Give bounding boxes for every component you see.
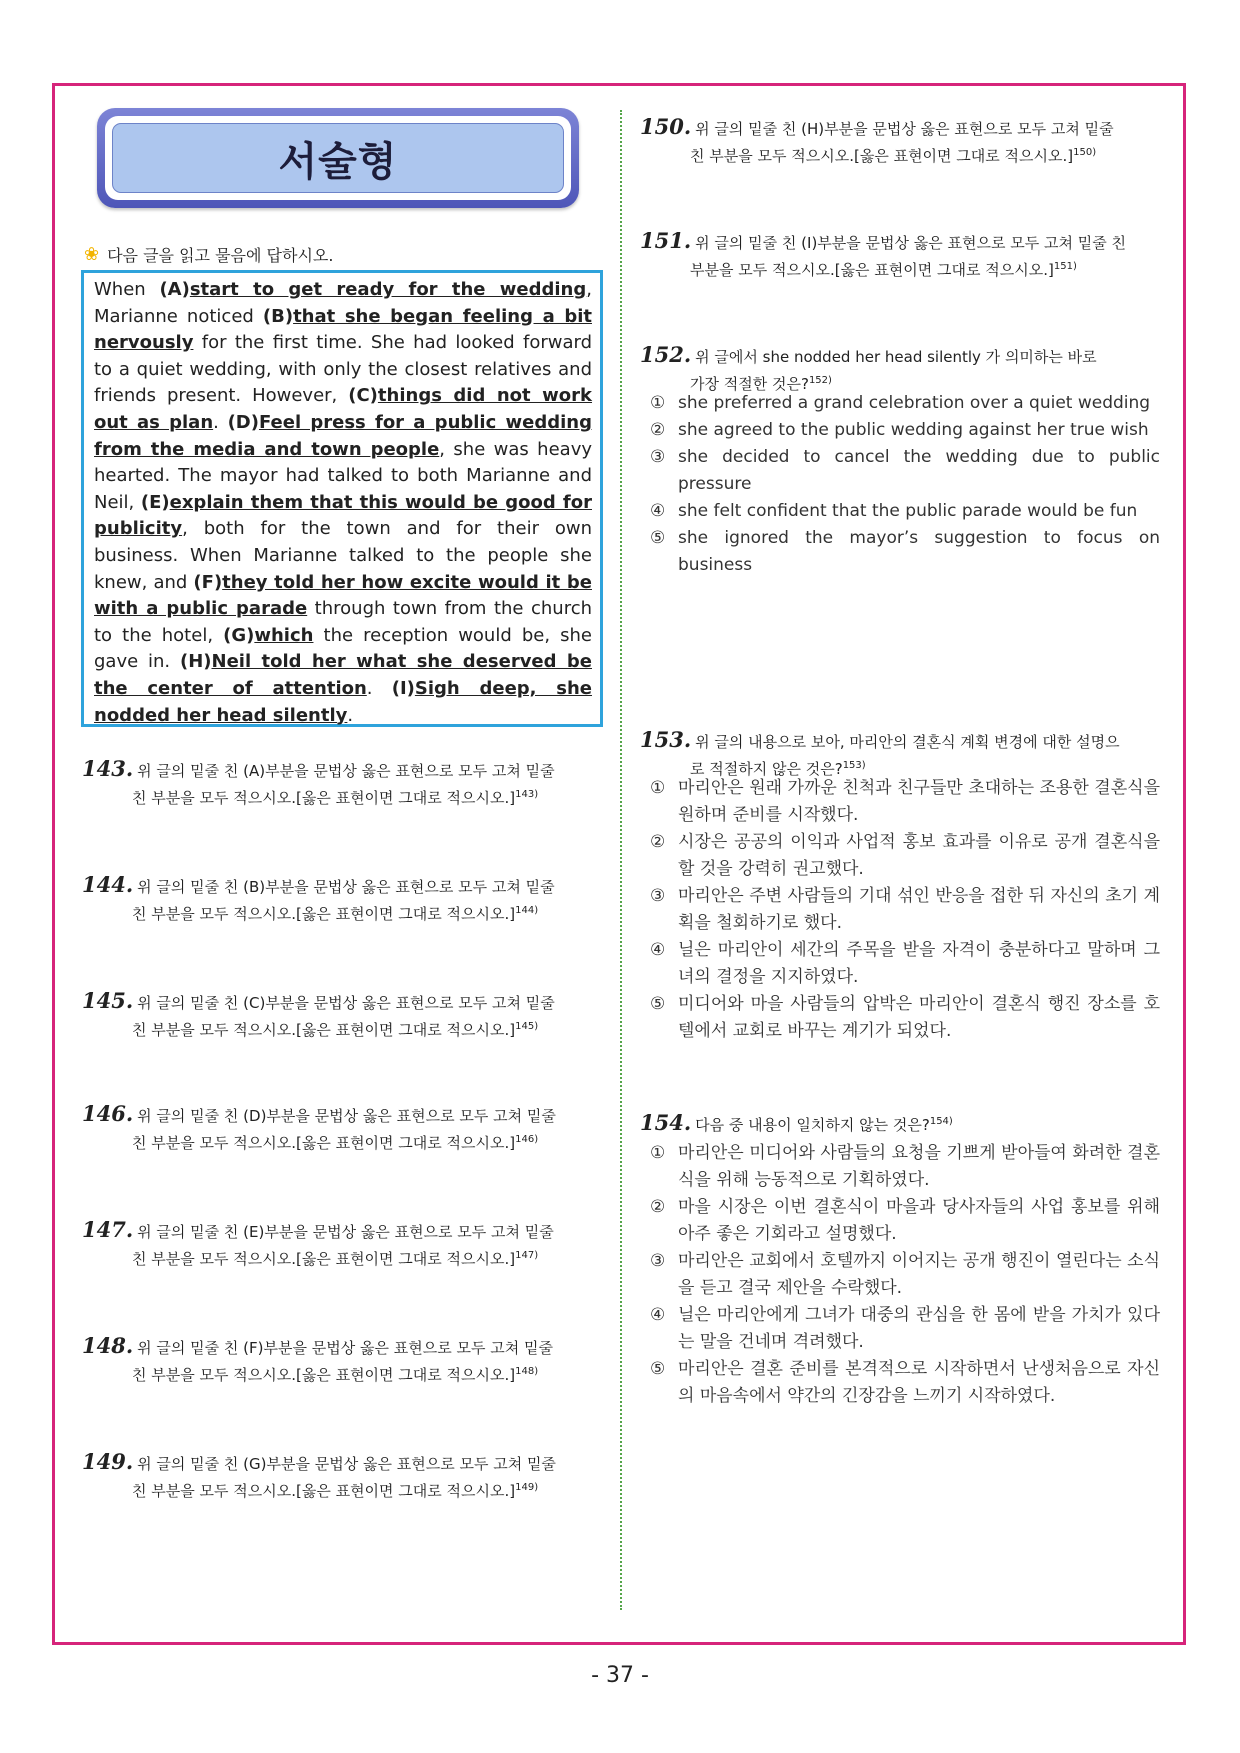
option-5[interactable]: ⑤ she ignored the mayor’s suggestion to focus on business (650, 528, 1160, 575)
passage-segment: (I) (391, 677, 415, 699)
passage-segment: Feel press for a public wedding from the media and town people (94, 411, 592, 460)
passage-segment: for the first time. She had looked forward to a quiet wedding, with only the closest relatives and friends present. However, (94, 332, 592, 407)
passage-segment: Sigh deep, she nodded her head silently (94, 677, 592, 726)
question-145: 145. 위 글의 밑줄 친 (C)부분을 문법상 옳은 표현으로 모두 고쳐 밑줄 친 부분을 모두 적으시오.[옳은 표현이면 그대로 적으시오.]$^{145)}$ (82, 988, 555, 1039)
passage-segment: . (347, 704, 354, 726)
passage-segment: (B) (262, 305, 294, 327)
question-148: 148. 위 글의 밑줄 친 (F)부분을 문법상 옳은 표현으로 모두 고쳐 밑줄 친 부분을 모두 적으시오.[옳은 표현이면 그대로 적으시오.]$^{148)}$ (82, 1333, 553, 1384)
option-2[interactable]: ② 마을 시장은 이번 결혼식이 마을과 당사자들의 사업 홍보를 위해 아주 좋은 기회라고 설명했다. (650, 1197, 1160, 1244)
question-154: 154. 다음 중 내용이 일치하지 않는 것은?$^{154)}$ (640, 1110, 953, 1135)
option-4[interactable]: ④ she felt confident that the public parade would be fun (650, 501, 1138, 521)
passage-segment: (D) (227, 411, 259, 433)
passage-segment: , both for the town and for their own business. When Marianne talked to the people she knew, and (94, 518, 592, 593)
passage-segment: Neil told her what she deserved be the center of attention (94, 651, 592, 699)
passage-segment: (H) (179, 651, 212, 673)
question-152-options (650, 390, 1160, 579)
column-divider (620, 110, 622, 1610)
question-146: 146. 위 글의 밑줄 친 (D)부분을 문법상 옳은 표현으로 모두 고쳐 밑줄 친 부분을 모두 적으시오.[옳은 표현이면 그대로 적으시오.]$^{146)}$ (82, 1101, 556, 1152)
passage-segment: . (213, 411, 228, 433)
question-143: 143. 위 글의 밑줄 친 (A)부분을 문법상 옳은 표현으로 모두 고쳐 밑줄 친 부분을 모두 적으시오.[옳은 표현이면 그대로 적으시오.]$^{143)}$ (82, 756, 555, 807)
question-153-options (650, 775, 1160, 1045)
passage-segment: things did not work out as plan (94, 385, 593, 433)
passage-segment: (G) (223, 624, 255, 646)
section-badge (97, 108, 579, 208)
option-5[interactable]: ⑤ 미디어와 마을 사람들의 압박은 마리안이 결혼식 행진 장소를 호텔에서 교회로 바꾸는 계기가 되었다. (650, 994, 1160, 1041)
question-147: 147. 위 글의 밑줄 친 (E)부분을 문법상 옳은 표현으로 모두 고쳐 밑줄 친 부분을 모두 적으시오.[옳은 표현이면 그대로 적으시오.]$^{147)}$ (82, 1217, 554, 1268)
passage-segment: (E) (140, 491, 170, 513)
option-1[interactable]: ① 마리안은 미디어와 사람들의 요청을 기쁘게 받아들여 화려한 결혼식을 위해 능동적으로 기획하였다. (650, 1143, 1160, 1190)
option-1[interactable]: ① she preferred a grand celebration over a quiet wedding (650, 393, 1151, 413)
question-144: 144. 위 글의 밑줄 친 (B)부분을 문법상 옳은 표현으로 모두 고쳐 밑줄 친 부분을 모두 적으시오.[옳은 표현이면 그대로 적으시오.]$^{144)}$ (82, 872, 555, 923)
page-number: - 37 - (591, 1663, 649, 1688)
passage-segment: (F) (193, 571, 223, 593)
option-2[interactable]: ② 시장은 공공의 이익과 사업적 홍보 효과를 이유로 공개 결혼식을 할 것을 강력히 권고했다. (650, 832, 1160, 879)
flower-icon: ❀ (84, 244, 100, 265)
question-152: 152. 위 글에서 she nodded her head silently 가 의미하는 바로 가장 적절한 것은?$^{152)}$ (640, 342, 1097, 393)
section-heading: 서술형 (278, 138, 398, 185)
option-4[interactable]: ④ 닐은 마리안이 세간의 주목을 받을 자격이 충분하다고 말하며 그녀의 결정을 지지하였다. (650, 940, 1160, 987)
question-151: 151. 위 글의 밑줄 친 (I)부분을 문법상 옳은 표현으로 모두 고쳐 밑줄 친 부분을 모두 적으시오.[옳은 표현이면 그대로 적으시오.]$^{151)}$ (640, 228, 1126, 279)
option-3[interactable]: ③ 마리안은 주변 사람들의 기대 섞인 반응을 접한 뒤 자신의 초기 계획을 철회하기로 했다. (650, 886, 1160, 933)
passage-segment: , she was heavy hearted. The mayor had talked to both Marianne and Neil, (94, 438, 593, 513)
passage-segment: start to get ready for the wedding (189, 279, 587, 300)
instruction-text: 다음 글을 읽고 물음에 답하시오. (107, 246, 334, 265)
question-154-options (650, 1140, 1160, 1410)
option-4[interactable]: ④ 닐은 마리안에게 그녀가 대중의 관심을 한 몸에 받을 가치가 있다는 말을 건네며 격려했다. (650, 1305, 1160, 1352)
passage-segment: the reception would be, she gave in. (94, 624, 592, 673)
option-3[interactable]: ③ 마리안은 교회에서 호텔까지 이어지는 공개 행진이 열린다는 소식을 듣고 결국 제안을 수락했다. (650, 1251, 1160, 1298)
passage-segment: . (366, 677, 392, 699)
passage-segment: that she began feeling a bit nervously (94, 305, 592, 354)
passage-segment: explain them that this would be good for publicity (94, 491, 592, 540)
reading-passage (81, 270, 603, 727)
option-5[interactable]: ⑤ 마리안은 결혼 준비를 본격적으로 시작하면서 난생처음으로 자신의 마음속에서 약간의 긴장감을 느끼기 시작하였다. (650, 1359, 1160, 1406)
question-149: 149. 위 글의 밑줄 친 (G)부분을 문법상 옳은 표현으로 모두 고쳐 밑줄 친 부분을 모두 적으시오.[옳은 표현이면 그대로 적으시오.]$^{149)}$ (82, 1449, 556, 1500)
passage-segment: (C) (348, 385, 378, 407)
passage-segment: When (94, 279, 160, 300)
option-1[interactable]: ① 마리안은 원래 가까운 친척과 친구들만 초대하는 조용한 결혼식을 원하며 준비를 시작했다. (650, 778, 1160, 825)
question-153: 153. 위 글의 내용으로 보아, 마리안의 결혼식 계획 변경에 대한 설명으 로 적절하지 않은 것은?$^{153)}$ (640, 727, 1120, 778)
option-3[interactable]: ③ she decided to cancel the wedding due to public pressure (650, 447, 1160, 494)
option-2[interactable]: ② she agreed to the public wedding against her true wish (650, 420, 1149, 440)
passage-segment: they told her how excite would it be with a public parade (94, 571, 592, 620)
passage-segment: , Marianne noticed (94, 279, 592, 327)
instruction-line (84, 243, 333, 266)
passage-segment: which (254, 624, 314, 646)
question-150: 150. 위 글의 밑줄 친 (H)부분을 문법상 옳은 표현으로 모두 고쳐 밑줄 친 부분을 모두 적으시오.[옳은 표현이면 그대로 적으시오.]$^{150)}$ (640, 114, 1114, 165)
passage-segment: through town from the church to the hotel, (94, 598, 592, 646)
passage-segment: (A) (159, 279, 190, 300)
